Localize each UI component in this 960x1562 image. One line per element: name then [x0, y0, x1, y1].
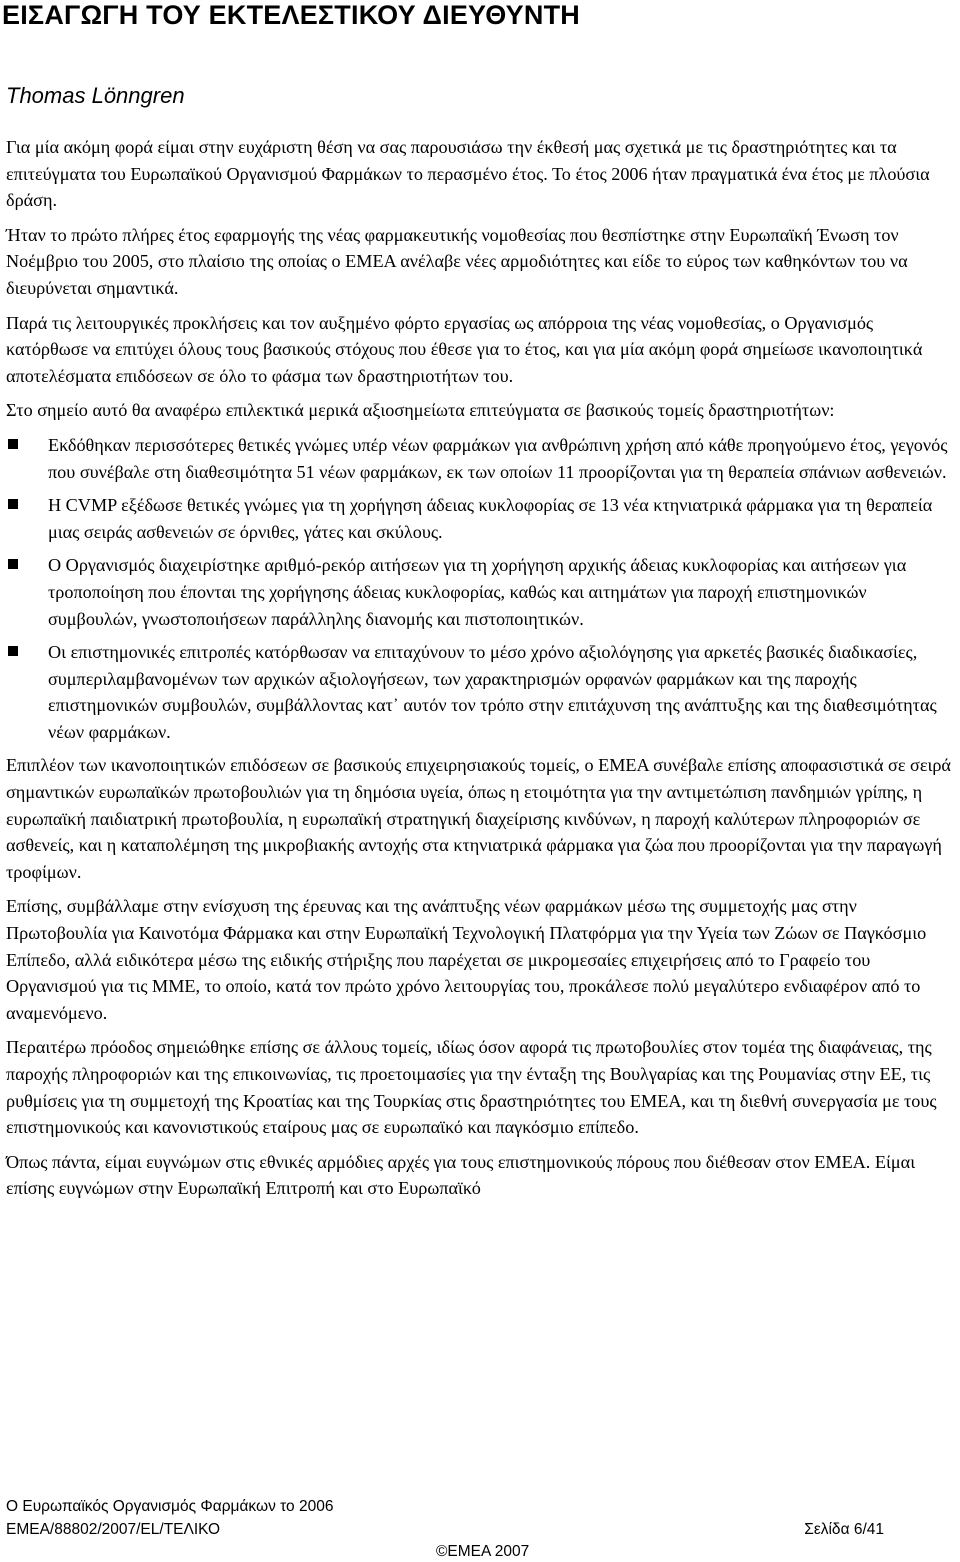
list-item — [6, 639, 951, 745]
list-item-text: Εκδόθηκαν περισσότερες θετικές γνώμες υπέρ νέων φαρμάκων για ανθρώπινη χρήση από κάθε προηγούμενο έτος, γεγονός που συνέβαλε στη διαθεσιμότητα 51 νέων φαρμάκων, εκ των οποίων 11 προορίζονται για τη θεραπεία σπάνιων ασθενειών. — [48, 434, 948, 482]
paragraph: Στο σημείο αυτό θα αναφέρω επιλεκτικά μερικά αξιοσημείωτα επιτεύγματα σε βασικούς τομείς δραστηριοτήτων: — [6, 400, 835, 421]
list-item — [6, 552, 951, 632]
page-title: ΕΙΣΑΓΩΓΗ ΤΟΥ ΕΚΤΕΛΕΣΤΙΚΟΥ ΔΙΕΥΘΥΝΤΗ — [2, 0, 580, 30]
paragraph: Παρά τις λειτουργικές προκλήσεις και τον αυξημένο φόρτο εργασίας ως απόρροια της νέας νομοθεσίας, ο Οργανισμός κατόρθωσε να επιτύχει όλους τους βασικούς στόχους που έθεσε για το έτος, και για μία ακόμη φορά σημείωσε ικανοποιητικά αποτελέσματα επιδόσεων σε όλο το φάσμα των δραστηριοτήτων του. — [6, 312, 923, 386]
paragraph: Περαιτέρω πρόοδος σημειώθηκε επίσης σε άλλους τομείς, ιδίως όσον αφορά τις πρωτοβουλίες στον τομέα της διαφάνειας, της παροχής πληροφοριών και της επικοινωνίας, τις προετοιμασίες για την ένταξη της Βουλγαρίας και της Ρουμανίας στην ΕΕ, τις ρυθμίσεις για τη συμμετοχή της Κροατίας και της Τουρκίας στις δραστηριότητες του ΕΜΕΑ, και τη διεθνή συνεργασία με τους επιστημονικούς και κανονιστικούς εταίρους μας σε ευρωπαϊκό και παγκόσμιο επίπεδο. — [6, 1037, 937, 1138]
square-bullet-icon — [8, 439, 18, 449]
square-bullet-icon — [8, 499, 18, 509]
footer-doc-line — [6, 1520, 896, 1540]
body-text — [6, 134, 951, 1210]
list-item-text: Η CVMP εξέδωσε θετικές γνώμες για τη χορήγηση άδειας κυκλοφορίας σε 13 νέα κτηνιατρικά φάρμακα για τη θεραπεία μιας σειράς ασθενειών σε όρνιθες, γάτες και σκύλους. — [48, 495, 933, 542]
list-item — [6, 432, 951, 485]
achievements-list — [6, 432, 951, 746]
page-number: Σελίδα 6/41 — [804, 1521, 884, 1538]
author-name: Thomas Lönngren — [6, 83, 185, 108]
square-bullet-icon — [8, 646, 18, 656]
paragraph: Όπως πάντα, είμαι ευγνώμων στις εθνικές αρμόδιες αρχές για τους επιστημονικούς πόρους που διέθεσαν στον ΕΜΕΑ. Είμαι επίσης ευγνώμων στην Ευρωπαϊκή Επιτροπή και στο Ευρωπαϊκό — [6, 1151, 916, 1199]
paragraph: Επιπλέον των ικανοποιητικών επιδόσεων σε βασικούς επιχειρησιακούς τομείς, ο ΕΜΕΑ συνέβαλε επίσης αποφασιστικά σε σειρά σημαντικών ευρωπαϊκών πρωτοβουλιών για τη δημόσια υγεία, όπως η ετοιμότητα για την αντιμετώπιση πανδημιών γρίπης, η ευρωπαϊκή παιδιατρική πρωτοβουλία, η ευρωπαϊκή στρατηγική διαχείρισης κινδύνων, η παροχή καλύτερων πληροφοριών σε ασθενείς, και η καταπολέμηση της μικροβιακής αντοχής στα κτηνιατρικά φάρμακα για ζώα που προορίζονται για την παραγωγή τροφίμων. — [6, 755, 951, 882]
list-item-text: Οι επιστημονικές επιτροπές κατόρθωσαν να επιταχύνουν το μέσο χρόνο αξιολόγησης για αρκετές βασικές διαδικασίες, συμπεριλαμβανομένων των αρχικών αξιολογήσεων, των χαρακτηρισμών ορφανών φαρμάκων και της παροχής επιστημονικών συμβουλών, συμβάλλοντας κατ᾽ αυτόν τον τρόπο στην επιτάχυνση της ανάπτυξης και της διαθεσιμότητας νέων φαρμάκων. — [48, 642, 937, 742]
paragraph: Για μία ακόμη φορά είμαι στην ευχάριστη θέση να σας παρουσιάσω την έκθεσή μας σχετικά με τις δραστηριότητες και τα επιτεύγματα του Ευρωπαϊκού Οργανισμού Φαρμάκων το περασμένο έτος. Το έτος 2006 ήταν πραγματικά ένα έτος με πλούσια δράση. — [6, 137, 930, 211]
footer-report-title: Ο Ευρωπαϊκός Οργανισμός Φαρμάκων το 2006 — [6, 1498, 334, 1515]
paragraph: Επίσης, συμβάλλαμε στην ενίσχυση της έρευνας και της ανάπτυξης νέων φαρμάκων μέσω της συμμετοχής μας στην Πρωτοβουλία για Καινοτόμα Φάρμακα και στην Ευρωπαϊκή Τεχνολογική Πλατφόρμα για την Υγεία των Ζώων σε Παγκόσμιο Επίπεδο, αλλά ειδικότερα μέσω της ειδικής στήριξης που παρέχεται σε μικρομεσαίες επιχειρήσεις από το Γραφείο του Οργανισμού για τις ΜΜΕ, το οποίο, κατά τον πρώτο χρόνο λειτουργίας του, προκάλεσε πολύ μεγαλύτερο ενδιαφέρον από το αναμενόμενο. — [6, 896, 927, 1023]
footer-copyright: ©ΕΜΕΑ 2007 — [436, 1543, 530, 1560]
footer-doc-ref: EMEA/88802/2007/EL/ΤΕΛΙΚΟ — [6, 1521, 221, 1538]
square-bullet-icon — [8, 559, 18, 569]
list-item-text: Ο Οργανισμός διαχειρίστηκε αριθμό-ρεκόρ αιτήσεων για τη χορήγηση αρχικής άδειας κυκλοφορίας και αιτήσεων για τροποποίηση που έπονται της χορήγησης άδειας κυκλοφορίας, καθώς και αιτημάτων για παροχή επιστημονικών συμβουλών, γνωστοποιήσεων παράλληλης διανομής και πιστοποιητικών. — [48, 555, 907, 629]
list-item — [6, 492, 951, 545]
paragraph: Ήταν το πρώτο πλήρες έτος εφαρμογής της νέας φαρμακευτικής νομοθεσίας που θεσπίστηκε στην Ευρωπαϊκή Ένωση τον Νοέμβριο του 2005, στο πλαίσιο της οποίας ο ΕΜΕΑ ανέλαβε νέες αρμοδιότητες και είδε το εύρος των καθηκόντων του να διευρύνεται σημαντικά. — [6, 224, 908, 298]
